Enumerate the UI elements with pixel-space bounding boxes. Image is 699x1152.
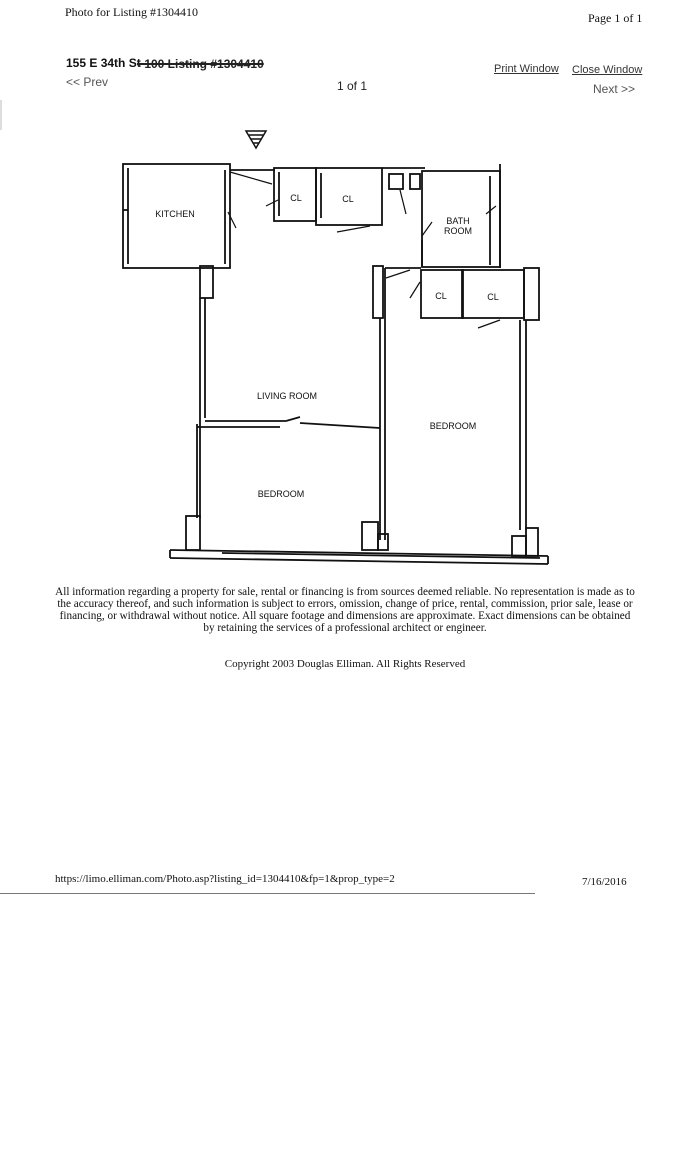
copyright-text: Copyright 2003 Douglas Elliman. All Rights Reserved <box>224 658 466 670</box>
footer-date: 7/16/2016 <box>582 876 627 888</box>
next-link[interactable]: Next >> <box>593 82 636 96</box>
close-window-link[interactable]: Close Window <box>572 64 643 76</box>
disclaimer-text: All information regarding a property for sale, rental or financing is from sources deemed reliable. No representation is made as to the accuracy thereof, and such information is subject to errors, omission, change of price, rental, commission, prior sale, lease or financing, or withdrawal without notice. All square footage and dimensions are approximate. Exact dimensions can be obtained by retaining the services of a professional architect or engineer. <box>55 586 635 634</box>
room-labels <box>155 193 499 499</box>
print-window-link[interactable]: Print Window <box>494 63 559 75</box>
prev-link[interactable]: << Prev <box>66 75 109 89</box>
room-label-living-room: LIVING ROOM <box>256 391 318 401</box>
room-label-closet-2: CL <box>342 194 354 204</box>
footer-url: https://limo.elliman.com/Photo.asp?listing_id=1304410&fp=1&prop_type=2 <box>55 873 395 885</box>
north-arrow-icon <box>246 131 266 148</box>
door-swings <box>228 172 500 328</box>
room-label-bath-line1: BATH <box>446 216 470 226</box>
listing-address: 155 E 34th St <box>66 56 141 70</box>
room-label-closet-1: CL <box>290 193 302 203</box>
room-label-closet-3: CL <box>435 291 447 301</box>
print-header-page-number: Page 1 of 1 <box>588 11 643 25</box>
room-label-kitchen: KITCHEN <box>155 209 195 219</box>
room-label-bath-line2: ROOM <box>444 226 472 236</box>
print-header-title: Photo for Listing #1304410 <box>65 5 199 19</box>
floor-plan-walls <box>123 164 548 564</box>
room-label-bedroom-2: BEDROOM <box>429 421 477 431</box>
room-label-closet-4: CL <box>487 292 499 302</box>
photo-counter: 1 of 1 <box>337 79 368 93</box>
footer-divider <box>0 893 535 894</box>
room-label-bedroom-1: BEDROOM <box>257 489 305 499</box>
listing-redacted-text: - 100 Listing #1304410 <box>137 57 264 71</box>
